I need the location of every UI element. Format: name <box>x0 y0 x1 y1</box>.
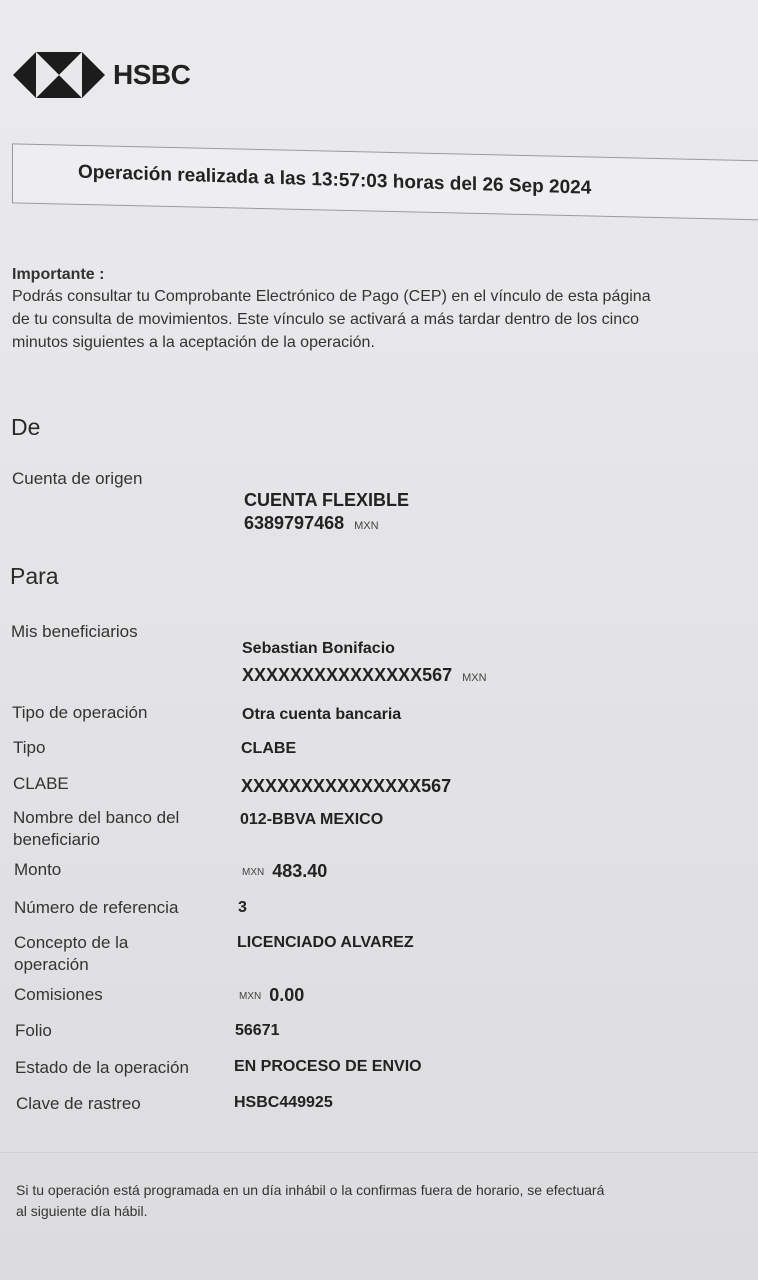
brand-name: HSBC <box>113 59 191 90</box>
reference-value: 3 <box>238 899 247 916</box>
beneficiary-account-value: XXXXXXXXXXXXXXX567 <box>242 665 453 685</box>
type-value: CLABE <box>241 740 297 757</box>
status-value: EN PROCESO DE ENVIO <box>234 1058 422 1075</box>
important-line-2: de tu consulta de movimientos. Este vínculo se activará a más tardar dentro de los cinco <box>12 311 639 328</box>
footer-line-2: al siguiente día hábil. <box>16 1203 148 1219</box>
tracking-key-value: HSBC449925 <box>234 1094 333 1111</box>
bank-name-label-line-1: Nombre del banco del <box>13 808 180 827</box>
beneficiary-currency: MXN <box>462 672 487 684</box>
folio-value: 56671 <box>235 1022 280 1039</box>
hsbc-hexagon-icon <box>13 48 105 102</box>
concept-label <box>14 932 128 976</box>
operation-time-text: Operación realizada a las 13:57:03 horas del 26 Sep 2024 <box>78 161 592 199</box>
status-label: Estado de la operación <box>15 1058 189 1077</box>
commissions-currency: MXN <box>239 991 262 1002</box>
important-line-1: Podrás consultar tu Comprobante Electrónico de Pago (CEP) en el vínculo de esta página <box>12 288 651 305</box>
hsbc-logo <box>13 48 190 102</box>
origin-account-number-value: 6389797468 <box>244 513 345 533</box>
bank-name-label-line-2: beneficiario <box>13 830 100 849</box>
footer-note <box>16 1180 746 1222</box>
clabe-value: XXXXXXXXXXXXXXX567 <box>241 776 452 796</box>
folio-label: Folio <box>15 1021 52 1040</box>
section-para-title: Para <box>10 563 59 589</box>
clabe-label: CLABE <box>13 774 69 793</box>
important-line-3: minutos siguientes a la aceptación de la operación. <box>12 334 375 351</box>
amount-label: Monto <box>14 860 62 879</box>
amount-value <box>242 861 327 882</box>
section-de-title: De <box>11 414 41 440</box>
amount-currency: MXN <box>242 867 265 878</box>
origin-account-name: CUENTA FLEXIBLE <box>244 490 409 510</box>
commissions-number: 0.00 <box>269 985 305 1005</box>
origin-account-label: Cuenta de origen <box>12 469 143 488</box>
footer-line-1: Si tu operación está programada en un día inhábil o la confirmas fuera de horario, se efectuará <box>16 1182 605 1198</box>
operation-type-value: Otra cuenta bancaria <box>242 706 402 723</box>
bank-name-label <box>13 807 179 851</box>
concept-value: LICENCIADO ALVAREZ <box>237 934 414 951</box>
amount-number: 483.40 <box>272 861 328 881</box>
beneficiary-name: Sebastian Bonifacio <box>242 640 395 657</box>
bank-name-value: 012-BBVA MEXICO <box>240 811 384 828</box>
operation-banner <box>12 143 758 220</box>
origin-account-number <box>244 513 379 534</box>
concept-label-line-1: Concepto de la <box>14 933 129 952</box>
important-notice <box>12 266 758 353</box>
tracking-key-label: Clave de rastreo <box>16 1094 141 1113</box>
concept-label-line-2: operación <box>14 955 89 974</box>
important-title: Importante : <box>12 266 105 283</box>
reference-label: Número de referencia <box>14 898 179 917</box>
beneficiary-account <box>242 665 487 686</box>
type-label: Tipo <box>13 738 46 757</box>
commissions-label: Comisiones <box>14 985 103 1004</box>
operation-type-label: Tipo de operación <box>12 703 148 722</box>
beneficiaries-label: Mis beneficiarios <box>11 622 138 641</box>
footer-divider <box>0 1152 758 1153</box>
origin-currency: MXN <box>354 520 379 532</box>
commissions-value <box>239 985 304 1006</box>
